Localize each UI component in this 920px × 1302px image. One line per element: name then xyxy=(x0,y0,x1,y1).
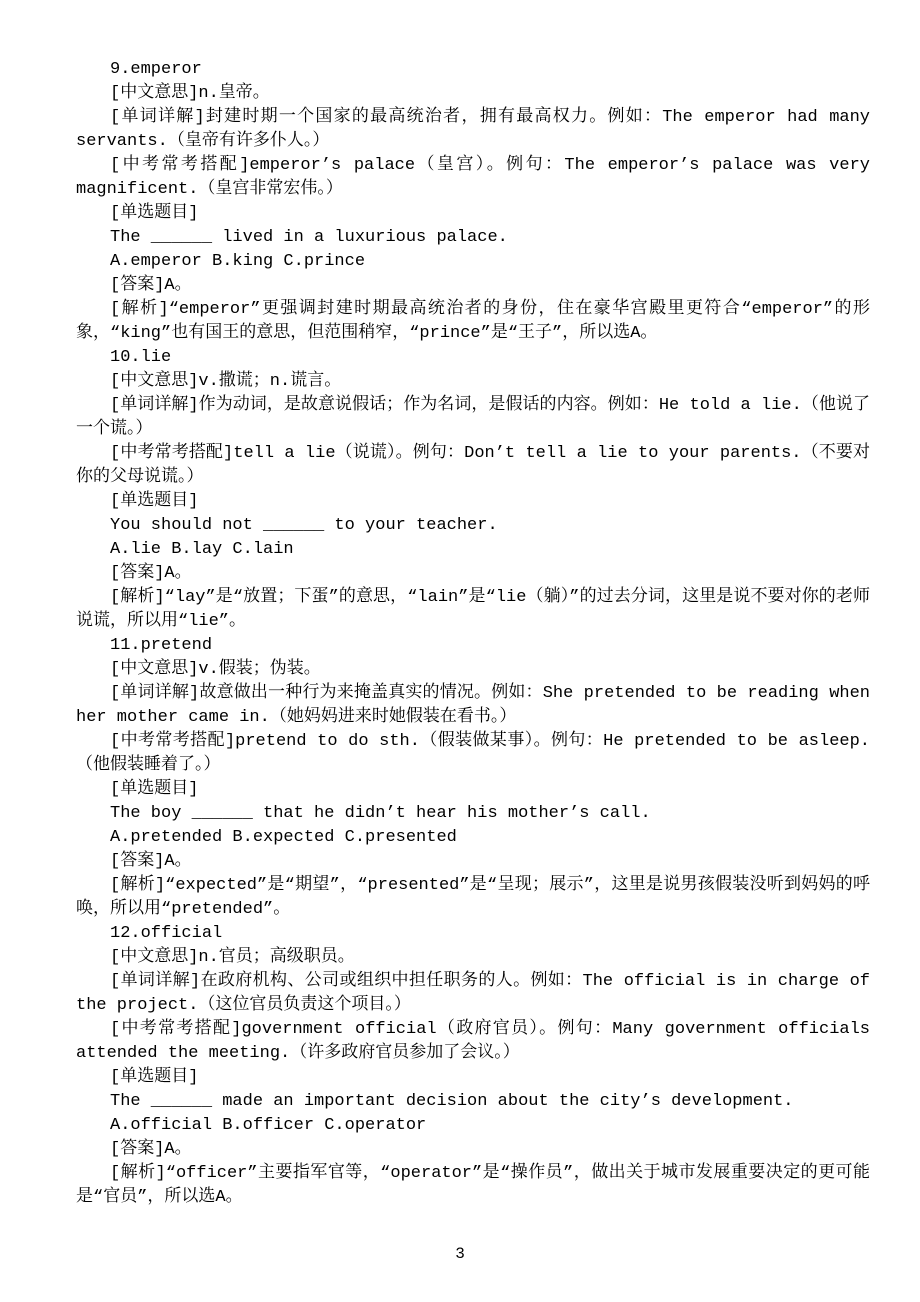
entry-answer: [答案]A。 xyxy=(110,276,192,295)
entry-question: The ______ made an important decision about the city’s development. xyxy=(110,1092,794,1111)
entry-question-label: [单选题目] xyxy=(110,1068,199,1087)
entry-detail: [单词详解]封建时期一个国家的最高统治者，拥有最高权力。例如：The emperor had many servants.（皇帝有许多仆人。） xyxy=(76,108,870,151)
entry-question: The ______ lived in a luxurious palace. xyxy=(110,228,508,247)
entry-options: A.pretended B.expected C.presented xyxy=(110,828,457,847)
entry-meaning: [中文意思]v.假装；伪装。 xyxy=(110,660,321,679)
entry-options: A.lie B.lay C.lain xyxy=(110,540,294,559)
entry-options: A.emperor B.king C.prince xyxy=(110,252,366,271)
entry-analysis: [解析]“officer”主要指军官等，“operator”是“操作员”，做出关于城市发展重要决定的更可能是“官员”，所以选A。 xyxy=(76,1164,870,1207)
entry-word: 9.emperor xyxy=(110,60,202,79)
entry-detail: [单词详解]故意做出一种行为来掩盖真实的情况。例如：She pretended to be reading when her mother came in.（她妈妈进来时她假装在看书。） xyxy=(76,684,870,727)
entry-detail: [单词详解]在政府机构、公司或组织中担任职务的人。例如：The official is in charge of the project.（这位官员负责这个项目。） xyxy=(76,972,870,1015)
entry-question-label: [单选题目] xyxy=(110,780,199,799)
entry-question: You should not ______ to your teacher. xyxy=(110,516,498,535)
entry-analysis: [解析]“lay”是“放置；下蛋”的意思，“lain”是“lie（躺）”的过去分词，这里是说不要对你的老师说谎，所以用“lie”。 xyxy=(76,588,870,631)
entry-options: A.official B.officer C.operator xyxy=(110,1116,427,1135)
entry-answer: [答案]A。 xyxy=(110,852,192,871)
page-number: 3 xyxy=(455,1245,465,1263)
entry-word: 12.official xyxy=(110,924,223,943)
entry-analysis: [解析]“emperor”更强调封建时期最高统治者的身份，住在豪华宫殿里更符合“emperor”的形象，“king”也有国王的意思，但范围稍窄，“prince”是“王子”，所以选A。 xyxy=(76,300,870,343)
entry-answer: [答案]A。 xyxy=(110,1140,192,1159)
entry-meaning: [中文意思]n.皇帝。 xyxy=(110,84,270,103)
entry-analysis: [解析]“expected”是“期望”，“presented”是“呈现；展示”，这里是说男孩假装没听到妈妈的呼唤，所以用“pretended”。 xyxy=(76,876,870,919)
entry-word: 11.pretend xyxy=(110,636,213,655)
document-content xyxy=(76,58,870,1210)
entry-meaning: [中文意思]n.官员；高级职员。 xyxy=(110,948,355,967)
entry-question-label: [单选题目] xyxy=(110,492,199,511)
entry-collocation: [中考常考搭配]pretend to do sth.（假装做某事）。例句：He pretended to be asleep.（他假装睡着了。） xyxy=(76,732,870,775)
entry-detail: [单词详解]作为动词，是故意说假话；作为名词，是假话的内容。例如：He told a lie.（他说了一个谎。） xyxy=(76,396,870,439)
entry-answer: [答案]A。 xyxy=(110,564,192,583)
entry-question: The boy ______ that he didn’t hear his mother’s call. xyxy=(110,804,651,823)
entry-question-label: [单选题目] xyxy=(110,204,199,223)
entry-collocation: [中考常考搭配]emperor’s palace（皇宫）。例句：The emperor’s palace was very magnificent.（皇宫非常宏伟。） xyxy=(76,156,870,199)
entry-word: 10.lie xyxy=(110,348,172,367)
entry-collocation: [中考常考搭配]tell a lie（说谎）。例句：Don’t tell a lie to your parents.（不要对你的父母说谎。） xyxy=(76,444,870,487)
entry-meaning: [中文意思]v.撒谎；n.谎言。 xyxy=(110,372,342,391)
entry-collocation: [中考常考搭配]government official（政府官员）。例句：Many government officials attended the meeting.（许多政府官员参加了会议。） xyxy=(76,1020,870,1063)
